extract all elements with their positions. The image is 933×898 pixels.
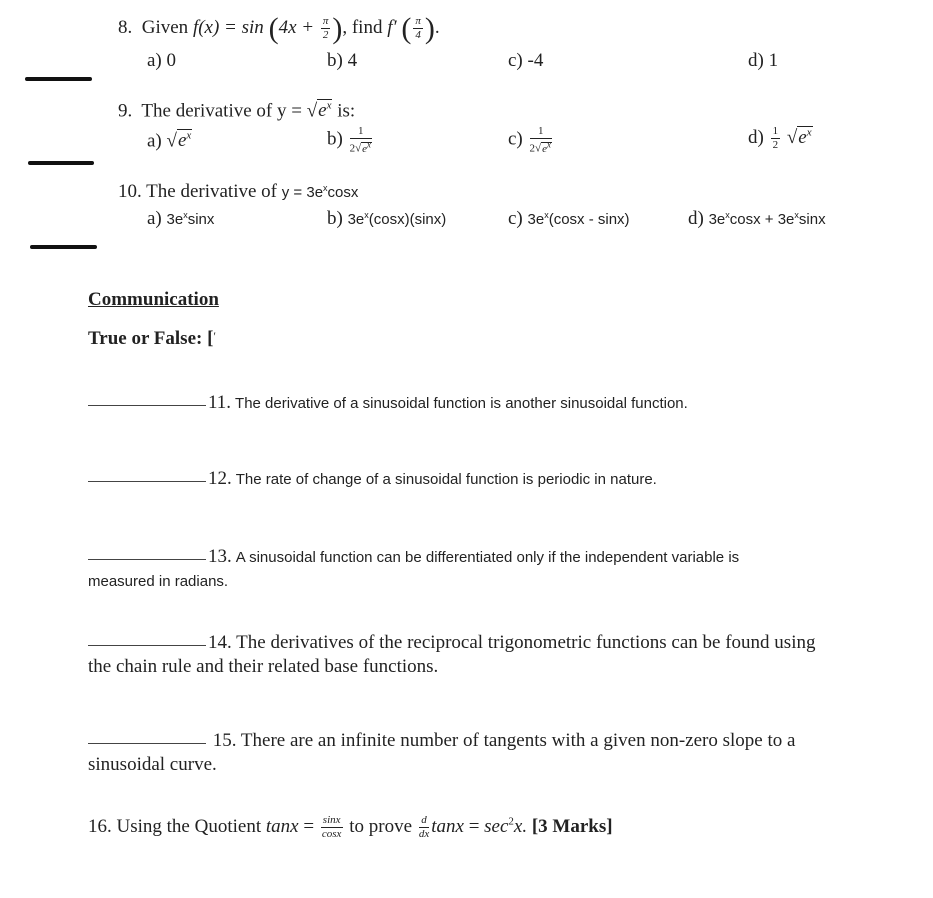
q8-four: 4	[415, 29, 421, 42]
q10-text: The derivative of	[146, 181, 278, 202]
q8-find: , find	[342, 17, 383, 38]
q9-text: The derivative of y =	[141, 100, 302, 122]
q8-option-c[interactable]: c) -4	[508, 50, 544, 71]
q10-option-b[interactable]: b) $3e^x(\cos x)(\sin x)$	[327, 208, 447, 229]
q8-pi-2: π	[415, 15, 421, 28]
q8-option-b[interactable]: b) 4	[327, 50, 358, 71]
answer-blank-13[interactable]	[88, 559, 206, 560]
q10-expr: y = 3e	[281, 184, 324, 201]
q9-d-label: d)	[748, 126, 764, 148]
q8-given: Given	[141, 17, 189, 38]
statement-12: 12. The rate of change of a sinusoidal function is periodic in nature.	[88, 467, 868, 492]
q9-is: is:	[337, 100, 356, 122]
q8-option-d[interactable]: d) 1	[748, 50, 779, 71]
q9-option-a[interactable]: a) $√e^x$	[147, 130, 192, 152]
q8-end: .	[434, 17, 440, 38]
question-16: 16. Using the Quotient tanx = $\frac{\sin x}{\cos x}$ to prove $\frac{d}{dx}$ $\tan x = \sec^2x$. [3 Marks]	[88, 814, 613, 840]
q16-marks: [3 Marks]	[531, 815, 613, 837]
q9-c-label: c)	[508, 128, 523, 150]
q9-base: e	[318, 100, 327, 122]
q9-option-c[interactable]: c) $\frac{1}{2√e^x}$	[508, 125, 551, 155]
q8-fprime: f′	[387, 17, 397, 38]
statement-14: 14. The derivatives of the reciprocal trigonometric functions can be found using the chain rule and their related base functions.	[88, 632, 816, 677]
answer-line-8	[25, 77, 92, 81]
answer-blank-11[interactable]	[88, 405, 206, 406]
answer-line-9	[28, 161, 94, 165]
q8-pi: π	[322, 15, 329, 28]
q10-option-a[interactable]: a) $3e^x\sin x$	[147, 208, 215, 229]
q8-function: f(x) = sin	[192, 17, 264, 38]
question-9: 9. The derivative of $y = √e^x$ is:	[118, 100, 356, 122]
q9-number: 9.	[118, 100, 133, 122]
q9-exp: x	[326, 100, 332, 112]
question-10: 10. The derivative of $y = 3e^x\cos x$	[118, 181, 359, 202]
q10-option-d[interactable]: d) $3e^x\cos x + 3e^x\sin x$	[688, 208, 826, 229]
q10-option-c[interactable]: c) $3e^x(\cos x - \sin x)$	[508, 208, 630, 229]
statement-13: 13. A sinusoidal function can be differentiated only if the independent variable is measured in radians.	[88, 546, 740, 590]
q8-option-a[interactable]: a) 0	[147, 50, 177, 71]
q8-two: 2	[322, 29, 329, 42]
section-heading: Communication	[88, 289, 219, 310]
q9-option-b[interactable]: b) $\frac{1}{2√e^x}$	[327, 125, 372, 155]
answer-line-10	[30, 245, 97, 249]
question-8: 8. Given f(x) = sin (4x + $\frac{\pi}{2}$ ), find f′ ( $\frac{\pi}{4}$ ).	[118, 12, 440, 45]
answer-blank-12[interactable]	[88, 481, 206, 482]
q8-number: 8.	[118, 17, 133, 38]
q9-option-d[interactable]: d) $\frac{1}{2}$ $√e^x$	[748, 125, 812, 151]
answer-blank-14[interactable]	[88, 645, 206, 646]
q9-b-label: b)	[327, 128, 343, 150]
q9-a-label: a)	[147, 130, 162, 152]
statement-11: 11. The derivative of a sinusoidal function is another sinusoidal function.	[88, 391, 868, 416]
q8-inner: 4x +	[278, 17, 315, 38]
true-false-instructions: True or False: [′	[88, 328, 217, 349]
statement-15: 15. There are an infinite number of tangents with a given non-zero slope to a sinusoidal curve.	[88, 730, 796, 775]
q10-number: 10.	[118, 181, 142, 202]
answer-blank-15[interactable]	[88, 743, 206, 744]
